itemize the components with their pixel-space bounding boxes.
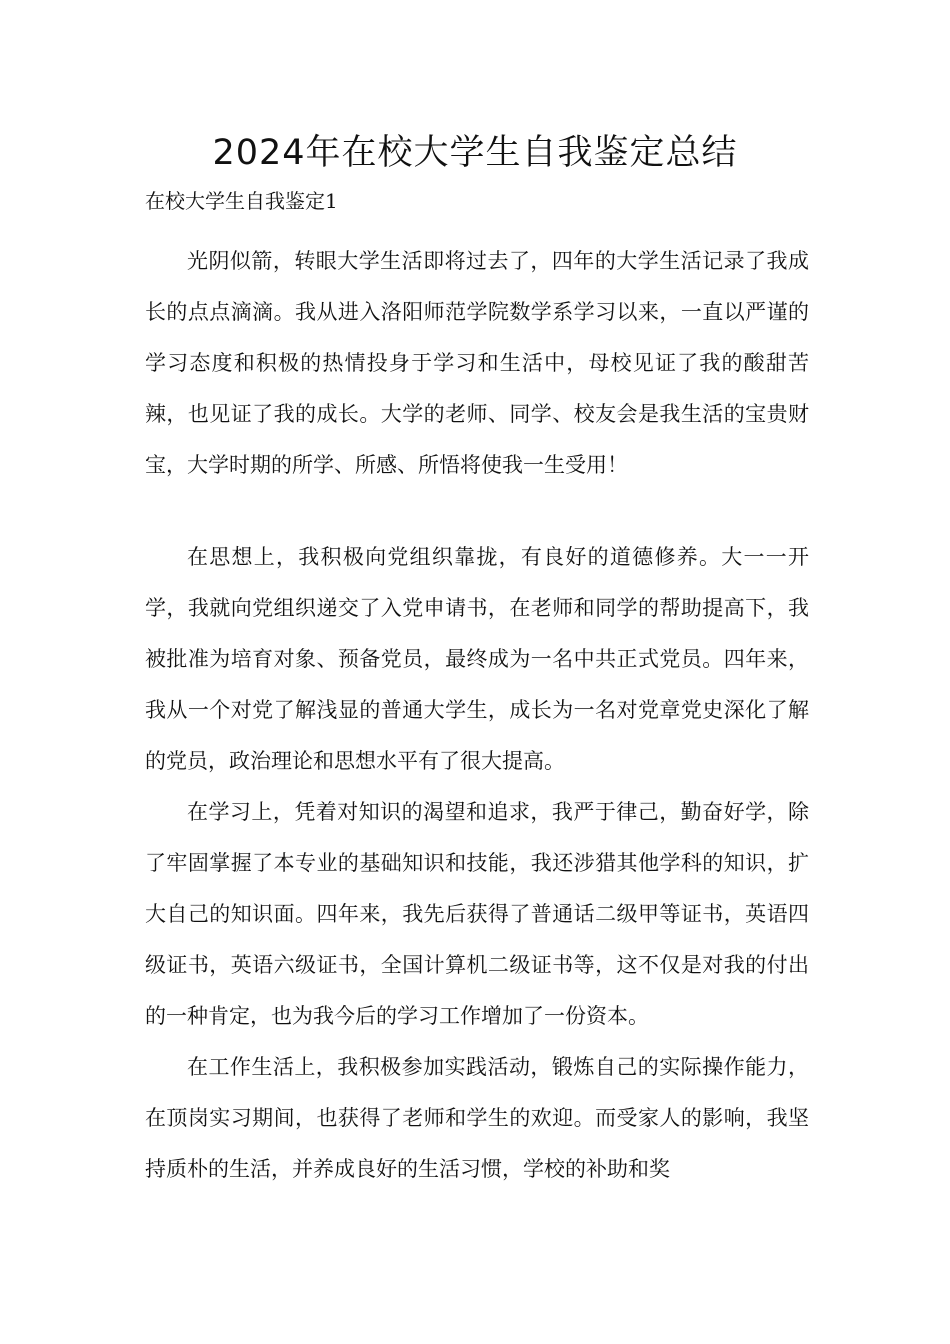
paragraph-intro: 光阴似箭，转眼大学生活即将过去了，四年的大学生活记录了我成长的点点滴滴。我从进入洛阳师范学院数学系学习以来，一直以严谨的学习态度和积极的热情投身于学习和生活中，母校见证了我的酸甜苦辣，也见证了我的成长。大学的老师、同学、校友会是我生活的宝贵财宝，大学时期的所学、所感、所悟将使我一生受用！: [145, 249, 809, 477]
section-subtitle: 在校大学生自我鉴定1: [145, 189, 338, 213]
paragraph-ideology: 在思想上，我积极向党组织靠拢，有良好的道德修养。大一一开学，我就向党组织递交了入党申请书，在老师和同学的帮助提高下，我被批准为培育对象、预备党员，最终成为一名中共正式党员。四年来，我从一个对党了解浅显的普通大学生，成长为一名对党章党史深化了解的党员，政治理论和思想水平有了很大提高。: [145, 545, 809, 773]
paragraph-study: 在学习上，凭着对知识的渴望和追求，我严于律己，勤奋好学，除了牢固掌握了本专业的基础知识和技能，我还涉猎其他学科的知识，扩大自己的知识面。四年来，我先后获得了普通话二级甲等证书，英语四级证书，英语六级证书，全国计算机二级证书等，这不仅是对我的付出的一种肯定，也为我今后的学习工作增加了一份资本。: [145, 800, 809, 1028]
paragraph-work-life: 在工作生活上，我积极参加实践活动，锻炼自己的实际操作能力，在顶岗实习期间，也获得了老师和学生的欢迎。而受家人的影响，我坚持质朴的生活，并养成良好的生活习惯，学校的补助和奖: [145, 1055, 809, 1181]
document-title: 2024年在校大学生自我鉴定总结: [212, 133, 738, 173]
document-body: [145, 236, 809, 1195]
